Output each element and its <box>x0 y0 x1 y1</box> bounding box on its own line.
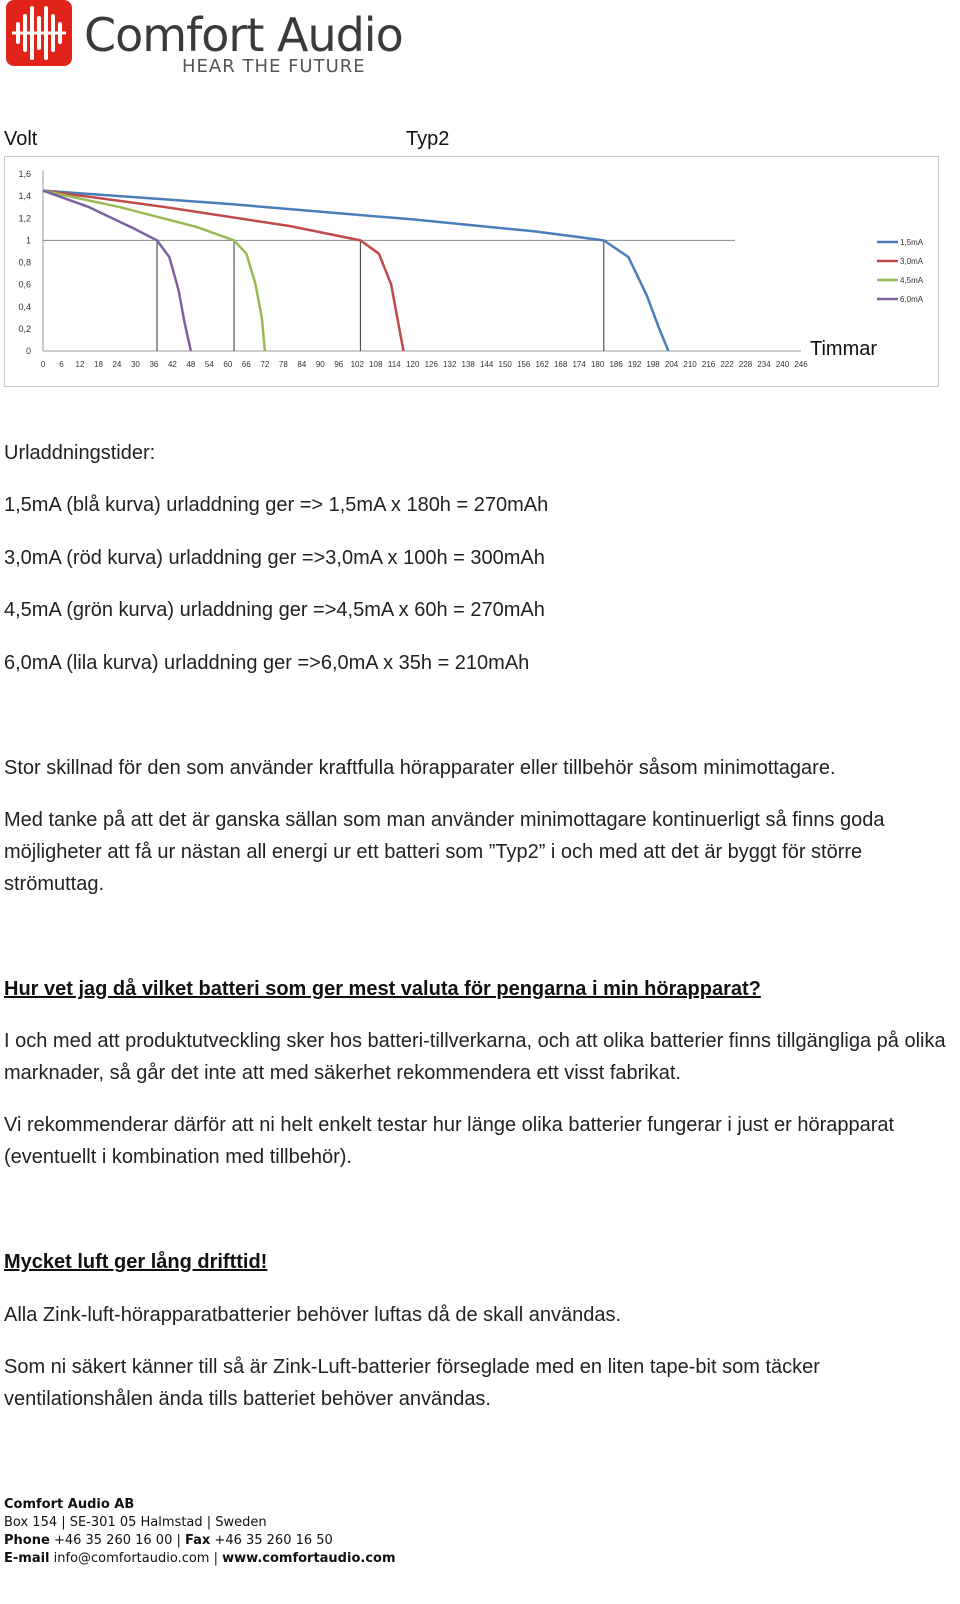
phone-number: +46 35 260 16 00 <box>53 1533 173 1548</box>
brand-name: Comfort Audio <box>84 8 403 62</box>
heading-air: Mycket luft ger lång drifttid! <box>4 1251 268 1273</box>
legend-label: 4,5mA <box>900 276 924 285</box>
x-tick-label: 90 <box>315 360 325 369</box>
x-tick-label: 144 <box>480 360 494 369</box>
x-tick-label: 132 <box>443 360 457 369</box>
legend-label: 1,5mA <box>900 238 924 247</box>
x-tick-label: 210 <box>683 360 697 369</box>
x-tick-label: 42 <box>167 360 177 369</box>
x-tick-label: 18 <box>94 360 103 369</box>
y-tick-label: 0 <box>25 346 31 356</box>
x-tick-label: 138 <box>461 360 475 369</box>
series-line <box>43 191 191 351</box>
x-tick-label: 84 <box>297 360 307 369</box>
logo-mark <box>6 0 72 66</box>
y-tick-label: 1,6 <box>18 169 31 179</box>
legend-label: 3,0mA <box>900 257 924 266</box>
legend-label: 6,0mA <box>900 295 924 304</box>
website-link[interactable]: www.comfortaudio.com <box>222 1551 396 1566</box>
x-tick-label: 30 <box>130 360 140 369</box>
x-tick-label: 126 <box>424 360 438 369</box>
discharge-chart-svg <box>5 157 938 386</box>
email-label: E-mail <box>4 1551 50 1566</box>
x-tick-label: 240 <box>775 360 790 369</box>
section-title: Urladdningstider: <box>4 442 156 464</box>
x-tick-label: 180 <box>590 360 605 369</box>
x-tick-label: 48 <box>186 360 196 369</box>
logo-waveform-icon <box>6 0 72 66</box>
footer <box>4 1496 396 1568</box>
paragraph-recommendation: Vi rekommenderar därför att ni helt enkelt testar hur länge olika batterier fungerar i just er hörapparat (eventuellt i kombination med tillbehör). <box>4 1114 895 1168</box>
x-tick-label: 54 <box>204 360 214 369</box>
footer-company: Comfort Audio AB <box>4 1497 135 1512</box>
paragraph-minimottagare: Med tanke på att det är ganska sällan som man använder minimottagare kontinuerligt så finns goda möjligheter att få ur nästan all energi ur ett batteri som ”Typ2” i och med att det är byggt för större strömuttag. <box>4 809 885 895</box>
series-line <box>43 191 265 351</box>
phone-label: Phone <box>4 1533 50 1548</box>
x-tick-label: 12 <box>75 360 85 369</box>
x-tick-label: 234 <box>757 360 771 369</box>
x-tick-label: 174 <box>572 360 586 369</box>
x-tick-label: 114 <box>387 360 401 369</box>
x-unit-label: Timmar <box>810 338 878 360</box>
x-tick-label: 192 <box>627 360 642 369</box>
y-tick-label: 1,4 <box>18 191 31 202</box>
x-tick-label: 186 <box>609 360 623 369</box>
x-tick-label: 204 <box>664 360 679 369</box>
x-tick-label: 72 <box>260 360 270 369</box>
x-tick-label: 66 <box>241 360 251 369</box>
x-tick-label: 102 <box>350 360 364 369</box>
y-tick-label: 1,2 <box>18 213 31 224</box>
x-tick-label: 162 <box>535 360 549 369</box>
discharge-chart <box>4 156 939 387</box>
y-tick-label: 0,6 <box>18 279 31 290</box>
result-line-red: 3,0mA (röd kurva) urladdning ger =>3,0mA x 100h = 300mAh <box>4 547 545 569</box>
footer-phone-fax: Phone +46 35 260 16 00 | Fax +46 35 260 16 50 <box>4 1533 333 1548</box>
y-unit-label: Volt <box>4 128 38 150</box>
y-tick-label: 0,4 <box>18 301 31 312</box>
brand-tagline: HEAR THE FUTURE <box>182 56 366 77</box>
x-tick-label: 6 <box>59 360 64 369</box>
result-line-green: 4,5mA (grön kurva) urladdning ger =>4,5mA x 60h = 270mAh <box>4 599 545 621</box>
paragraph-tape-seal: Som ni säkert känner till så är Zink-Luft-batterier förseglade med en liten tape-bit som täcker ventilationshålen ända tills batteriet behöver användas. <box>4 1356 820 1410</box>
x-tick-label: 216 <box>701 360 716 369</box>
x-tick-label: 0 <box>40 360 46 369</box>
y-tick-label: 0,8 <box>18 257 31 268</box>
x-tick-label: 78 <box>278 360 288 369</box>
x-tick-label: 150 <box>498 360 512 369</box>
x-tick-label: 228 <box>738 360 753 369</box>
result-line-purple: 6,0mA (lila kurva) urladdning ger =>6,0mA x 35h = 210mAh <box>4 652 530 674</box>
x-tick-label: 246 <box>794 360 808 369</box>
x-tick-label: 156 <box>517 360 531 369</box>
paragraph-airing: Alla Zink-luft-hörapparatbatterier behöver luftas då de skall användas. <box>4 1304 622 1326</box>
x-tick-label: 96 <box>334 360 344 369</box>
footer-contact: E-mail info@comfortaudio.com | www.comfortaudio.com <box>4 1551 396 1566</box>
result-line-blue: 1,5mA (blå kurva) urladdning ger => 1,5mA x 180h = 270mAh <box>4 494 549 516</box>
paragraph-manufacturers: I och med att produktutveckling sker hos batteri-tillverkarna, och att olika batterier finns tillgängliga på olika marknader, så går det inte att med säkerhet rekommendera ett visst fabrikat. <box>4 1030 946 1084</box>
x-tick-label: 108 <box>369 360 383 369</box>
footer-address: Box 154 | SE-301 05 Halmstad | Sweden <box>4 1515 267 1530</box>
x-tick-label: 120 <box>406 360 420 369</box>
paragraph-difference: Stor skillnad för den som använder kraftfulla hörapparater eller tillbehör såsom minimottagare. <box>4 757 836 779</box>
heading-best-value: Hur vet jag då vilket batteri som ger mest valuta för pengarna i min hörapparat? <box>4 978 761 1000</box>
email-link[interactable]: info@comfortaudio.com <box>53 1551 210 1566</box>
y-tick-label: 0,2 <box>18 323 31 334</box>
series-line <box>43 191 669 351</box>
fax-number: +46 35 260 16 50 <box>214 1533 333 1548</box>
x-tick-label: 24 <box>112 360 122 369</box>
fax-label: Fax <box>185 1533 211 1548</box>
x-tick-label: 36 <box>149 360 159 369</box>
x-tick-label: 60 <box>223 360 233 369</box>
chart-title: Typ2 <box>406 128 450 150</box>
x-tick-label: 168 <box>553 360 568 369</box>
x-tick-label: 198 <box>646 360 660 369</box>
x-tick-label: 222 <box>720 360 734 369</box>
y-tick-label: 1 <box>25 235 31 246</box>
